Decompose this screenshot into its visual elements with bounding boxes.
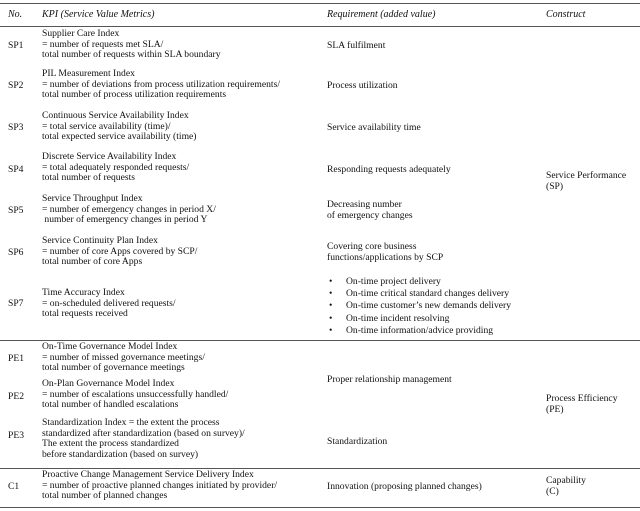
row-pe1-pe2-requirement: Proper relationship management (327, 374, 452, 385)
construct-pe: Process Efficiency (PE) (546, 393, 618, 415)
row-pe2-no: PE2 (8, 391, 24, 402)
list-item: • On-time project delivery (329, 276, 441, 287)
row-sp1-kpi: Supplier Care Index = number of requests met SLA/ total number of requests within SLA boundary (42, 28, 221, 61)
row-c1-no: C1 (8, 481, 20, 492)
row-pe3-no: PE3 (8, 430, 24, 441)
row-pe3-requirement: Standardization (327, 436, 388, 447)
construct-sp: Service Performance (SP) (546, 170, 627, 192)
list-item: • On-time critical standard changes delivery (329, 288, 510, 300)
row-sp5-kpi: Service Throughput Index = number of emergency changes in period X/ number of emergency changes in period Y (42, 193, 216, 226)
header-construct: Construct (546, 9, 586, 20)
row-c1-kpi: Proactive Change Management Service Delivery Index = number of proactive planned changes initiated by provider/ total number of planned changes (42, 469, 278, 502)
construct-c: Capability (C) (546, 475, 586, 497)
row-sp4-no: SP4 (8, 164, 24, 175)
row-sp6-requirement: Covering core business functions/applications by SCP (327, 241, 444, 263)
header-no: No. (8, 9, 23, 20)
bottom-rule (0, 507, 640, 508)
row-sp3-requirement: Service availability time (327, 122, 421, 133)
row-pe1-no: PE1 (8, 353, 24, 364)
row-sp6-kpi: Service Continuity Plan Index = number of core Apps covered by SCP/ total number of core Apps (42, 235, 198, 268)
row-sp4-kpi: Discrete Service Availability Index = total adequately responded requests/ total number of requests (42, 151, 190, 184)
row-pe1-kpi: On-Time Governance Model Index = number of missed governance meetings/ total number of governance meetings (42, 341, 205, 374)
row-sp7-kpi: Time Accuracy Index = on-scheduled delivered requests/ total requests received (42, 287, 176, 320)
header-rule (0, 26, 640, 27)
row-sp7-no: SP7 (8, 298, 24, 309)
row-sp4-requirement: Responding requests adequately (327, 164, 451, 175)
row-pe3-kpi: Standardization Index = the extent the process standardized after standardization (based on survey)/ The extent the process standardized before standardization (based on survey) (42, 417, 245, 461)
row-sp5-requirement: Decreasing number of emergency changes (327, 199, 413, 221)
row-sp1-requirement: SLA fulfilment (327, 40, 386, 51)
row-sp2-requirement: Process utilization (327, 80, 398, 91)
top-rule (0, 3, 640, 4)
row-c1-requirement: Innovation (proposing planned changes) (327, 481, 482, 492)
row-sp3-no: SP3 (8, 122, 24, 133)
list-item: • On-time customer’s new demands delivery (329, 300, 512, 312)
list-item: • On-time incident resolving (329, 312, 450, 324)
row-sp6-no: SP6 (8, 247, 24, 258)
row-sp5-no: SP5 (8, 205, 24, 216)
header-requirement: Requirement (added value) (327, 9, 436, 20)
row-pe2-kpi: On-Plan Governance Model Index = number of escalations unsuccessfully handled/ total number of handled escalations (42, 378, 229, 411)
row-sp2-kpi: PIL Measurement Index = number of deviations from process utilization requirements/ total number of process utilization requirements (42, 68, 280, 101)
row-sp1-no: SP1 (8, 40, 24, 51)
row-sp2-no: SP2 (8, 80, 24, 91)
row-sp3-kpi: Continuous Service Availability Index = total service availability (time)/ total expected service availability (time) (42, 110, 197, 143)
row-sp7-requirement-list (327, 277, 511, 338)
list-item: • On-time information/advice providing (329, 324, 494, 336)
header-kpi: KPI (Service Value Metrics) (42, 9, 155, 20)
